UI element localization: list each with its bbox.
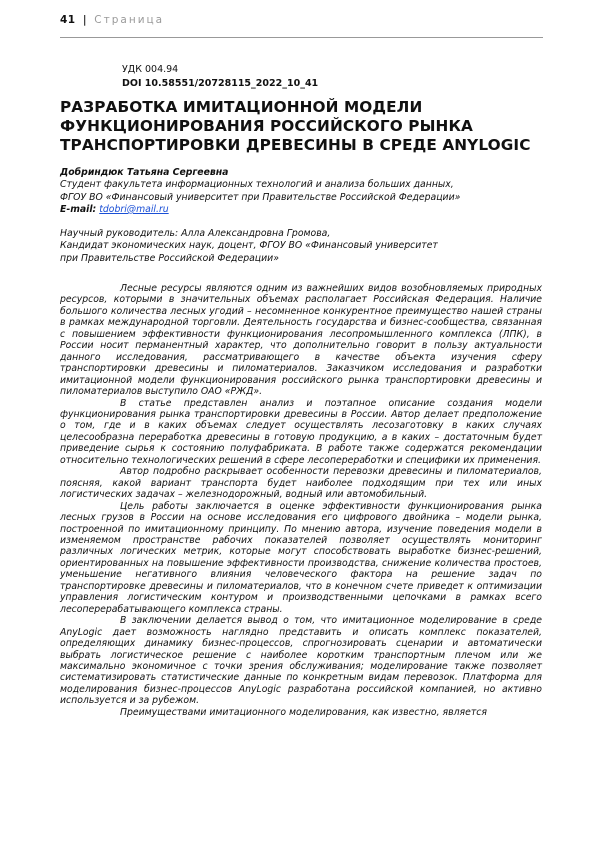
author-email-row: [60, 204, 550, 216]
paragraph: Лесные ресурсы являются одним из важнейших видов возобновляемых природных ресурсов, которыми в значительных объемах располагает Российская Федерация. Наличие большого количества лесных угодий – несомненное конкурентное преимущество нашей страны в рамках международной торговли. Деятельность государства и бизнес-сообщества, связанная с повышением эффективности функционирования лесопромышленного комплекса (ЛПК), в России носит перманентный характер, что дополнительно говорит в пользу актуальности данного исследования, рассматривающего в качестве объекта изучения сферу транспортировки древесины и пиломатериалов. Заказчиком исследования и разработки имитационной модели функционирования российского рынка транспортировки древесины и пиломатериалов выступило ОАО «РЖД».: [60, 283, 542, 398]
paragraph: В заключении делается вывод о том, что имитационное моделирование в среде AnyLogic дает возможность наглядно представить и описать комплекс показателей, определяющих динамику бизнес-процессов, спрогнозировать сценарии и автоматически выбрать логистическое решение с наиболее коротким транспортным плечом или же максимально экономичное с точки зрения обслуживания; моделирование также позволяет систематизировать статистические данные по конкретным видам перевозок. Платформа для моделирования бизнес-процессов AnyLogic разработана российской компанией, но активно используется и за рубежом.: [60, 615, 542, 707]
author-position-line2: ФГОУ ВО «Финансовый университет при Правительстве Российской Федерации»: [60, 192, 550, 204]
header-divider: [60, 37, 543, 38]
author-position-line1: Студент факультета информационных технологий и анализа больших данных,: [60, 179, 550, 191]
paragraph: Цель работы заключается в оценке эффективности функционирования рынка лесных грузов в России на основе исследования его цифрового двойника – модели рынка, построенной по имитационному принципу. По мнению автора, изучение поведения модели в изменяемом пространстве рабочих показателей позволяет осуществлять мониторинг различных логических метрик, которые могут способствовать выработке бизнес-решений, ориентированных на повышение эффективности производства, снижение количества простоев, уменьшение негативного влияния человеческого фактора на решение задач по транспортировке древесины и пиломатериалов, что в конечном счете приведет к оптимизации управления логистическим контуром и производственными цепочками в рамках всего лесоперерабатывающего комплекса страны.: [60, 501, 542, 616]
paragraph: В статье представлен анализ и поэтапное описание создания модели функционирования рынка транспортировки древесины в России. Автор делает предположение о том, где и в каких объемах следует осуществлять лесозаготовку в каких случаях целесообразна переработка древесины в готовую продукцию, а в каких – достаточным будет приведение сырья к состоянию полуфабриката. В работе также содержатся рекомендации относительно технологических решений в сфере лесопереработки и специфики их применения.: [60, 398, 542, 467]
advisor-line2: Кандидат экономических наук, доцент, ФГОУ ВО «Финансовый университет: [60, 240, 550, 252]
advisor-line3: при Правительстве Российской Федерации»: [60, 253, 550, 265]
metadata-block: [122, 63, 318, 91]
header-separator: |: [83, 14, 87, 26]
page-number: 41: [60, 14, 76, 26]
article-title: РАЗРАБОТКА ИМИТАЦИОННОЙ МОДЕЛИ ФУНКЦИОНИРОВАНИЯ РОССИЙСКОГО РЫНКА ТРАНСПОРТИРОВКИ ДРЕВЕСИНЫ В СРЕДЕ ANYLOGIC: [60, 98, 550, 155]
author-name: Добриндюк Татьяна Сергеевна: [60, 167, 550, 179]
article-body: [60, 283, 542, 718]
author-email-link[interactable]: tdobri@mail.ru: [99, 204, 168, 215]
page-label: Страница: [94, 14, 164, 26]
advisor-line1: Научный руководитель: Алла Александровна Громова,: [60, 228, 550, 240]
advisor-info: [60, 228, 550, 265]
paragraph: Автор подробно раскрывает особенности перевозки древесины и пиломатериалов, поясняя, какой вариант транспорта будет наиболее подходящим при тех или иных логистических задачах – железнодорожный, водный или автомобильный.: [60, 466, 542, 500]
udk-code: УДК 004.94: [122, 63, 318, 77]
paragraph: Преимуществами имитационного моделирования, как известно, является: [60, 707, 542, 718]
email-label: E-mail:: [60, 204, 96, 215]
page-header: [60, 14, 164, 26]
doi: DOI 10.58551/20728115_2022_10_41: [122, 77, 318, 91]
author-info: [60, 167, 550, 216]
